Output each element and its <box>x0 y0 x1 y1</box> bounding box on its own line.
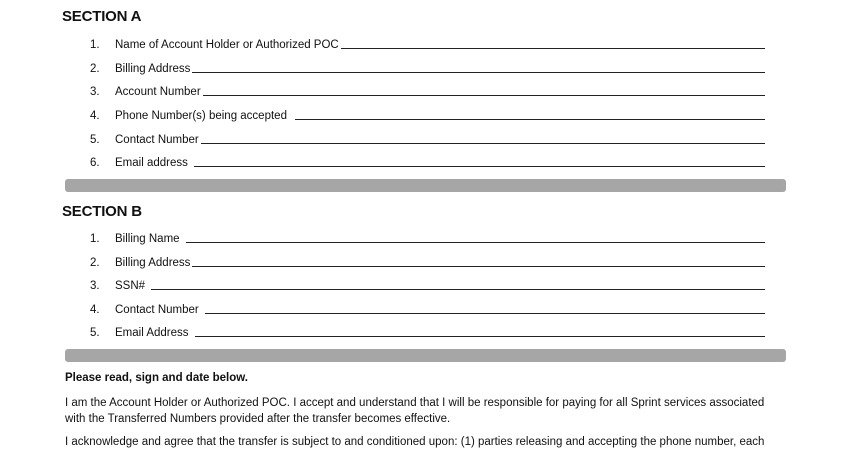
fill-line[interactable] <box>192 266 765 267</box>
item-number: 5. <box>90 134 100 146</box>
item-number: 6. <box>90 157 100 169</box>
field-label: Email Address <box>115 327 189 339</box>
field-label: Billing Address <box>115 257 191 269</box>
field-label: Contact Number <box>115 304 199 316</box>
field-label: Name of Account Holder or Authorized POC <box>115 39 339 51</box>
field-label: Account Number <box>115 86 201 98</box>
field-label: Billing Address <box>115 63 191 75</box>
fill-line[interactable] <box>341 48 765 49</box>
item-number: 2. <box>90 63 100 75</box>
item-number: 3. <box>90 86 100 98</box>
section-b-field-billing-address[interactable] <box>90 253 765 269</box>
fill-line[interactable] <box>201 143 765 144</box>
section-divider-bar <box>65 179 786 192</box>
field-label: Phone Number(s) being accepted <box>115 110 287 122</box>
section-a-field-contact-number[interactable] <box>90 130 765 146</box>
section-b-title: SECTION B <box>62 203 142 220</box>
item-number: 1. <box>90 233 100 245</box>
acknowledgement-paragraph: I acknowledge and agree that the transfer is subject to and conditioned upon: (1) parties releasing and accepting the phone number, each <box>65 436 765 448</box>
section-divider-bar <box>65 349 786 362</box>
field-label: Email address <box>115 157 188 169</box>
section-a-field-phone-numbers[interactable] <box>90 106 765 122</box>
fill-line[interactable] <box>192 72 765 73</box>
item-number: 5. <box>90 327 100 339</box>
acceptance-paragraph: I am the Account Holder or Authorized POC. I accept and understand that I will be responsible for paying for all Sprint services associated with the Transferred Numbers provided after the transfer becomes effective. <box>65 397 765 425</box>
item-number: 4. <box>90 304 100 316</box>
section-b-field-billing-name[interactable] <box>90 229 765 245</box>
section-a-field-email[interactable] <box>90 153 765 169</box>
section-b-field-contact-number[interactable] <box>90 300 765 316</box>
section-a-field-account-holder[interactable] <box>90 35 765 51</box>
fill-line[interactable] <box>195 336 765 337</box>
item-number: 1. <box>90 39 100 51</box>
instructions-heading: Please read, sign and date below. <box>65 372 248 384</box>
section-a-field-billing-address[interactable] <box>90 59 765 75</box>
item-number: 3. <box>90 280 100 292</box>
item-number: 4. <box>90 110 100 122</box>
section-a-title: SECTION A <box>62 8 142 25</box>
field-label: Contact Number <box>115 134 199 146</box>
fill-line[interactable] <box>194 166 765 167</box>
fill-line[interactable] <box>151 289 765 290</box>
field-label: Billing Name <box>115 233 180 245</box>
fill-line[interactable] <box>205 313 765 314</box>
fill-line[interactable] <box>295 119 765 120</box>
field-label: SSN# <box>115 280 146 292</box>
fill-line[interactable] <box>203 95 765 96</box>
section-a-field-account-number[interactable] <box>90 82 765 98</box>
fill-line[interactable] <box>186 242 765 243</box>
item-number: 2. <box>90 257 100 269</box>
section-b-field-ssn[interactable] <box>90 276 765 292</box>
section-b-field-email[interactable] <box>90 323 765 339</box>
